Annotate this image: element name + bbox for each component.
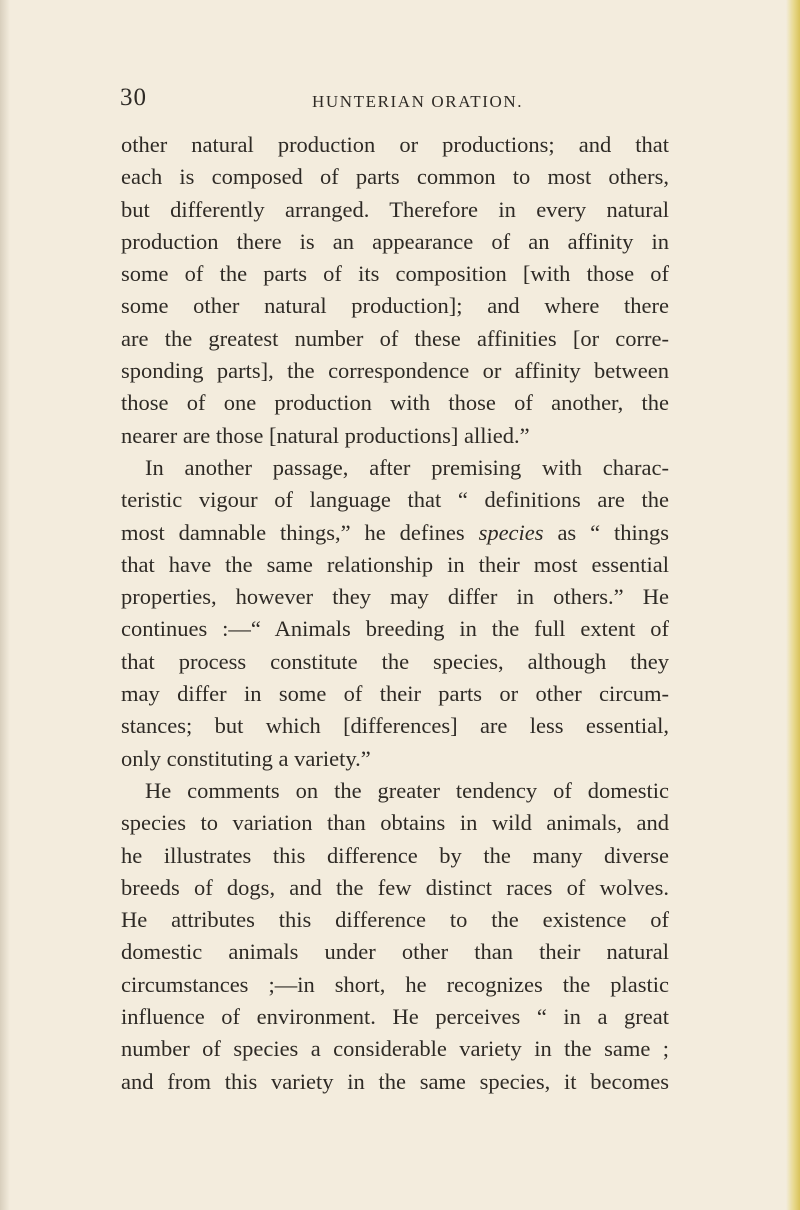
running-head <box>120 84 680 118</box>
text-line: continues :—“ Animals breeding in the full extent of <box>121 616 669 642</box>
text-line: properties, however they may differ in others.” He <box>121 584 669 610</box>
text-line: In another passage, after premising with charac- <box>145 454 669 480</box>
text-line: nearer are those [natural productions] allied.” <box>121 422 530 448</box>
text-line: are the greatest number of these affinities [or corre- <box>121 325 669 351</box>
body-text <box>121 129 669 1098</box>
text-line <box>121 517 669 549</box>
text-segment: most damnable things,” he defines <box>121 519 465 545</box>
text-line: stances; but which [differences] are less essential, <box>121 713 669 739</box>
italic-term: species <box>478 519 544 545</box>
text-line: production there is an appearance of an affinity in <box>121 228 669 254</box>
text-line: some of the parts of its composition [with those of <box>121 261 669 287</box>
text-line: but differently arranged. Therefore in every natural <box>121 196 669 222</box>
text-line: each is composed of parts common to most others, <box>121 164 669 190</box>
text-line: other natural production or productions; and that <box>121 132 669 157</box>
text-line: influence of environment. He perceives “ in a great <box>121 1004 669 1030</box>
text-line: sponding parts], the correspondence or affinity between <box>121 358 669 384</box>
text-line: circumstances ;—in short, he recognizes the plastic <box>121 971 669 997</box>
text-line: species to variation than obtains in wild animals, and <box>121 810 669 836</box>
text-line: He attributes this difference to the existence of <box>121 907 669 933</box>
text-line: those of one production with those of another, the <box>121 390 669 416</box>
text-line: number of species a considerable variety in the same ; <box>121 1036 669 1062</box>
text-line: teristic vigour of language that “ definitions are the <box>121 487 669 513</box>
text-line: may differ in some of their parts or other circum- <box>121 681 669 707</box>
page-number: 30 <box>120 84 147 111</box>
text-line: domestic animals under other than their natural <box>121 939 669 965</box>
running-title: HUNTERIAN ORATION. <box>312 92 524 111</box>
text-line: he illustrates this difference by the many diverse <box>121 842 669 868</box>
text-line: He comments on the greater tendency of domestic <box>145 777 669 803</box>
text-line: that process constitute the species, although they <box>121 648 669 674</box>
text-line: that have the same relationship in their most essential <box>121 551 669 577</box>
text-line: only constituting a variety.” <box>121 745 371 771</box>
text-line: some other natural production]; and where there <box>121 293 669 319</box>
text-segment: as “ things <box>543 519 669 545</box>
text-line: breeds of dogs, and the few distinct races of wolves. <box>121 874 669 900</box>
text-line: and from this variety in the same species, it becomes <box>121 1068 669 1094</box>
